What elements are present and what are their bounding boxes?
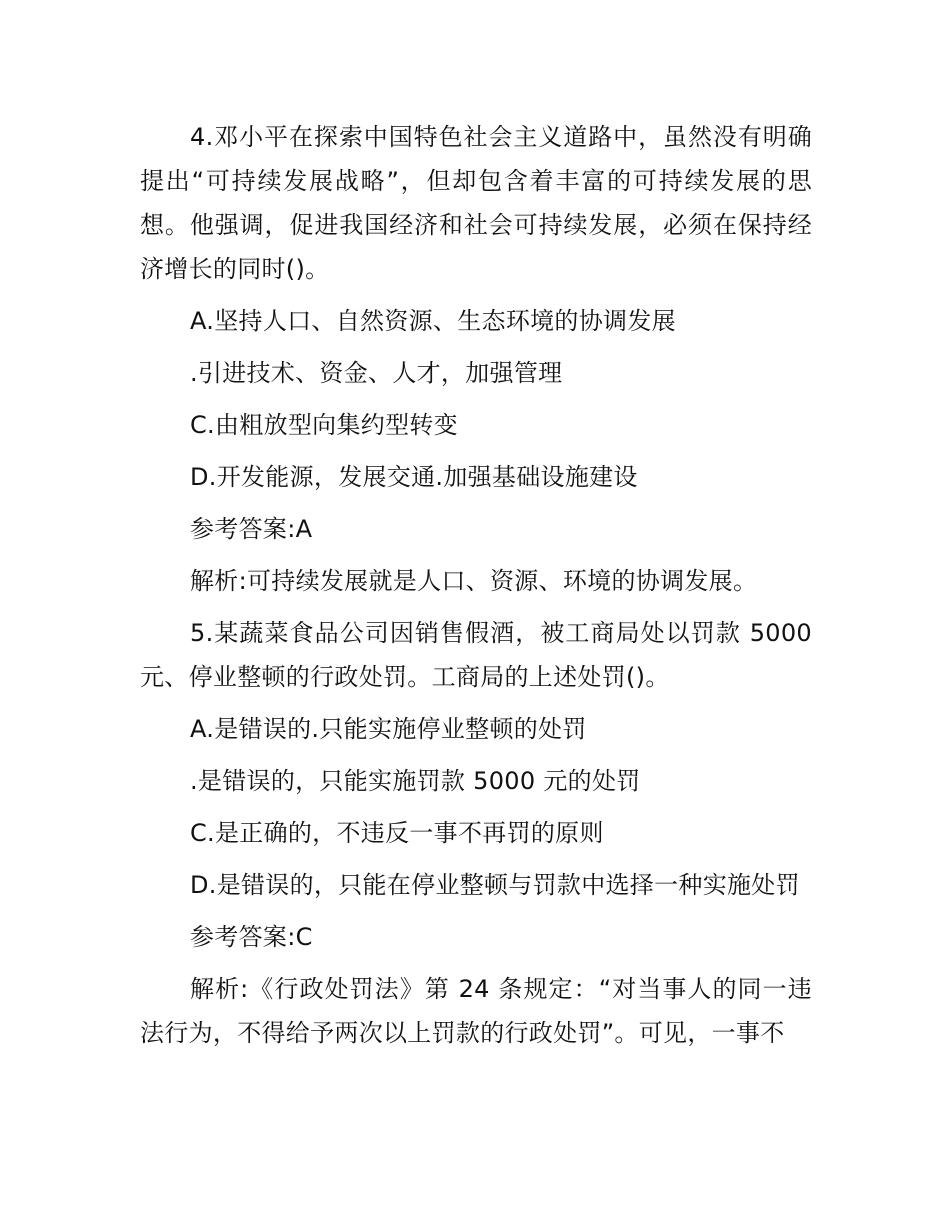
option-a: A.是错误的.只能实施停业整顿的处罚 bbox=[190, 715, 587, 743]
option-d: D.开发能源，发展交通.加强基础设施建设 bbox=[190, 463, 638, 491]
question-4 bbox=[140, 115, 812, 603]
option-b: .是错误的，只能实施罚款 5000 元的处罚 bbox=[190, 767, 641, 795]
reference-answer: 参考答案:C bbox=[190, 923, 313, 951]
option-d: D.是错误的，只能在停业整顿与罚款中选择一种实施处罚 bbox=[190, 871, 800, 899]
analysis: 解析:可持续发展就是人口、资源、环境的协调发展。 bbox=[190, 567, 758, 595]
analysis: 解析:《行政处罚法》第 24 条规定：“对当事人的同一违法行为，不得给予两次以上罚款的行政处罚”。可见，一事不 bbox=[140, 975, 812, 1047]
option-c: C.是正确的，不违反一事不再罚的原则 bbox=[190, 819, 604, 847]
option-a: A.坚持人口、自然资源、生态环境的协调发展 bbox=[190, 307, 676, 335]
question-stem: 4.邓小平在探索中国特色社会主义道路中，虽然没有明确提出“可持续发展战略”，但却包含着丰富的可持续发展的思想。他强调，促进我国经济和社会可持续发展，必须在保持经济增长的同时()。 bbox=[140, 123, 812, 283]
question-stem: 5.某蔬菜食品公司因销售假酒，被工商局处以罚款 5000 元、停业整顿的行政处罚。工商局的上述处罚()。 bbox=[140, 619, 812, 691]
option-c: C.由粗放型向集约型转变 bbox=[190, 411, 458, 439]
document-page bbox=[140, 115, 812, 1063]
reference-answer: 参考答案:A bbox=[190, 515, 313, 543]
question-5 bbox=[140, 611, 812, 1055]
option-b: .引进技术、资金、人才，加强管理 bbox=[190, 359, 563, 387]
